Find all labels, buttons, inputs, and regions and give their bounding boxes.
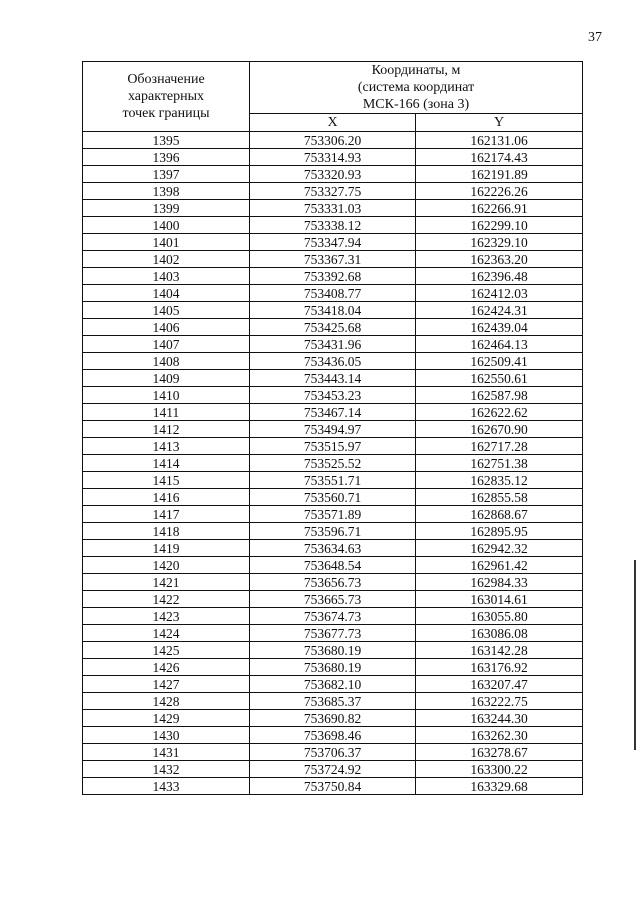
table-row: [83, 149, 583, 166]
table-row: [83, 591, 583, 608]
cell-y-coordinate: 162226.26: [416, 183, 583, 200]
cell-point-number: 1415: [83, 472, 250, 489]
cell-y-coordinate: 162191.89: [416, 166, 583, 183]
cell-y-coordinate: 162464.13: [416, 336, 583, 353]
cell-point-number: 1401: [83, 234, 250, 251]
table-row: [83, 166, 583, 183]
cell-x-coordinate: 753443.14: [250, 370, 416, 387]
cell-point-number: 1416: [83, 489, 250, 506]
header-coords-line: Координаты, м: [371, 63, 461, 78]
cell-x-coordinate: 753306.20: [250, 132, 416, 149]
cell-y-coordinate: 163207.47: [416, 676, 583, 693]
table-row: [83, 472, 583, 489]
cell-point-number: 1395: [83, 132, 250, 149]
cell-point-number: 1425: [83, 642, 250, 659]
cell-x-coordinate: 753515.97: [250, 438, 416, 455]
cell-x-coordinate: 753347.94: [250, 234, 416, 251]
cell-point-number: 1417: [83, 506, 250, 523]
table-row: [83, 557, 583, 574]
table-row: [83, 132, 583, 149]
cell-y-coordinate: 162509.41: [416, 353, 583, 370]
cell-x-coordinate: 753750.84: [250, 778, 416, 795]
cell-x-coordinate: 753408.77: [250, 285, 416, 302]
cell-point-number: 1431: [83, 744, 250, 761]
cell-point-number: 1398: [83, 183, 250, 200]
cell-point-number: 1405: [83, 302, 250, 319]
cell-point-number: 1411: [83, 404, 250, 421]
cell-y-coordinate: 162266.91: [416, 200, 583, 217]
cell-x-coordinate: 753680.19: [250, 659, 416, 676]
cell-x-coordinate: 753392.68: [250, 268, 416, 285]
cell-point-number: 1424: [83, 625, 250, 642]
cell-y-coordinate: 162174.43: [416, 149, 583, 166]
cell-point-number: 1408: [83, 353, 250, 370]
cell-y-coordinate: 163300.22: [416, 761, 583, 778]
table-row: [83, 761, 583, 778]
table-row: [83, 438, 583, 455]
page-number: 37: [588, 30, 602, 45]
header-coords-line: (система координат: [357, 80, 475, 95]
table-row: [83, 523, 583, 540]
table-row: [83, 404, 583, 421]
cell-point-number: 1397: [83, 166, 250, 183]
cell-y-coordinate: 162587.98: [416, 387, 583, 404]
cell-y-coordinate: 162299.10: [416, 217, 583, 234]
cell-y-coordinate: 162424.31: [416, 302, 583, 319]
cell-x-coordinate: 753551.71: [250, 472, 416, 489]
header-point-line: характерных: [127, 89, 205, 104]
table-row: [83, 370, 583, 387]
table-row: [83, 387, 583, 404]
cell-x-coordinate: 753338.12: [250, 217, 416, 234]
table-row: [83, 353, 583, 370]
table-row: [83, 489, 583, 506]
cell-point-number: 1409: [83, 370, 250, 387]
cell-point-number: 1427: [83, 676, 250, 693]
cell-y-coordinate: 162439.04: [416, 319, 583, 336]
table-row: [83, 251, 583, 268]
cell-y-coordinate: 163055.80: [416, 608, 583, 625]
cell-x-coordinate: 753327.75: [250, 183, 416, 200]
header-x: X: [250, 114, 416, 132]
cell-point-number: 1426: [83, 659, 250, 676]
cell-point-number: 1432: [83, 761, 250, 778]
cell-y-coordinate: 162868.67: [416, 506, 583, 523]
cell-y-coordinate: 163222.75: [416, 693, 583, 710]
table-row: [83, 506, 583, 523]
cell-y-coordinate: 163014.61: [416, 591, 583, 608]
cell-point-number: 1412: [83, 421, 250, 438]
cell-point-number: 1404: [83, 285, 250, 302]
cell-point-number: 1420: [83, 557, 250, 574]
cell-y-coordinate: 163176.92: [416, 659, 583, 676]
cell-point-number: 1399: [83, 200, 250, 217]
scan-edge-mark: [634, 560, 636, 750]
cell-y-coordinate: 162412.03: [416, 285, 583, 302]
table-row: [83, 268, 583, 285]
cell-point-number: 1429: [83, 710, 250, 727]
table-row: [83, 574, 583, 591]
cell-x-coordinate: 753314.93: [250, 149, 416, 166]
cell-x-coordinate: 753436.05: [250, 353, 416, 370]
header-y: Y: [416, 114, 583, 132]
header-point-designation: [83, 62, 250, 132]
cell-point-number: 1414: [83, 455, 250, 472]
table-row: [83, 608, 583, 625]
cell-x-coordinate: 753453.23: [250, 387, 416, 404]
cell-x-coordinate: 753698.46: [250, 727, 416, 744]
table-row: [83, 285, 583, 302]
cell-x-coordinate: 753560.71: [250, 489, 416, 506]
cell-point-number: 1402: [83, 251, 250, 268]
cell-x-coordinate: 753634.63: [250, 540, 416, 557]
cell-x-coordinate: 753320.93: [250, 166, 416, 183]
cell-point-number: 1406: [83, 319, 250, 336]
cell-point-number: 1410: [83, 387, 250, 404]
table-row: [83, 778, 583, 795]
cell-y-coordinate: 162396.48: [416, 268, 583, 285]
cell-point-number: 1430: [83, 727, 250, 744]
table-row: [83, 200, 583, 217]
header-coords-line: МСК-166 (зона 3): [362, 97, 470, 112]
cell-y-coordinate: 162717.28: [416, 438, 583, 455]
table-header: [83, 62, 583, 132]
cell-point-number: 1433: [83, 778, 250, 795]
cell-x-coordinate: 753425.68: [250, 319, 416, 336]
table-row: [83, 642, 583, 659]
header-coordinates: [250, 62, 583, 114]
cell-y-coordinate: 163244.30: [416, 710, 583, 727]
cell-x-coordinate: 753494.97: [250, 421, 416, 438]
header-point-line: Обозначение: [127, 72, 205, 87]
cell-x-coordinate: 753648.54: [250, 557, 416, 574]
cell-point-number: 1428: [83, 693, 250, 710]
table-row: [83, 727, 583, 744]
cell-y-coordinate: 162855.58: [416, 489, 583, 506]
cell-y-coordinate: 163262.30: [416, 727, 583, 744]
coordinates-table: [82, 61, 583, 795]
table-row: [83, 625, 583, 642]
cell-x-coordinate: 753431.96: [250, 336, 416, 353]
table-row: [83, 710, 583, 727]
cell-y-coordinate: 162895.95: [416, 523, 583, 540]
cell-x-coordinate: 753656.73: [250, 574, 416, 591]
cell-point-number: 1407: [83, 336, 250, 353]
cell-point-number: 1418: [83, 523, 250, 540]
cell-point-number: 1422: [83, 591, 250, 608]
cell-point-number: 1413: [83, 438, 250, 455]
cell-x-coordinate: 753685.37: [250, 693, 416, 710]
table-row: [83, 744, 583, 761]
cell-x-coordinate: 753677.73: [250, 625, 416, 642]
cell-y-coordinate: 162751.38: [416, 455, 583, 472]
cell-y-coordinate: 163086.08: [416, 625, 583, 642]
cell-y-coordinate: 162835.12: [416, 472, 583, 489]
cell-point-number: 1421: [83, 574, 250, 591]
cell-y-coordinate: 163278.67: [416, 744, 583, 761]
cell-x-coordinate: 753690.82: [250, 710, 416, 727]
cell-point-number: 1423: [83, 608, 250, 625]
cell-x-coordinate: 753367.31: [250, 251, 416, 268]
cell-x-coordinate: 753706.37: [250, 744, 416, 761]
table-row: [83, 234, 583, 251]
cell-x-coordinate: 753331.03: [250, 200, 416, 217]
table-row: [83, 659, 583, 676]
cell-x-coordinate: 753724.92: [250, 761, 416, 778]
table-row: [83, 302, 583, 319]
table-row: [83, 421, 583, 438]
table-row: [83, 319, 583, 336]
table-row: [83, 693, 583, 710]
table-row: [83, 336, 583, 353]
table-row: [83, 676, 583, 693]
cell-x-coordinate: 753571.89: [250, 506, 416, 523]
cell-y-coordinate: 162984.33: [416, 574, 583, 591]
cell-x-coordinate: 753680.19: [250, 642, 416, 659]
table-row: [83, 455, 583, 472]
cell-y-coordinate: 163142.28: [416, 642, 583, 659]
header-point-line: точек границы: [122, 106, 210, 121]
cell-x-coordinate: 753596.71: [250, 523, 416, 540]
table-row: [83, 540, 583, 557]
cell-x-coordinate: 753674.73: [250, 608, 416, 625]
cell-x-coordinate: 753467.14: [250, 404, 416, 421]
cell-point-number: 1419: [83, 540, 250, 557]
cell-point-number: 1396: [83, 149, 250, 166]
cell-point-number: 1403: [83, 268, 250, 285]
table-body: [83, 132, 583, 795]
cell-x-coordinate: 753525.52: [250, 455, 416, 472]
cell-y-coordinate: 162363.20: [416, 251, 583, 268]
cell-point-number: 1400: [83, 217, 250, 234]
cell-y-coordinate: 162942.32: [416, 540, 583, 557]
cell-x-coordinate: 753418.04: [250, 302, 416, 319]
cell-y-coordinate: 162131.06: [416, 132, 583, 149]
cell-x-coordinate: 753682.10: [250, 676, 416, 693]
table-row: [83, 183, 583, 200]
cell-y-coordinate: 162670.90: [416, 421, 583, 438]
cell-y-coordinate: 162961.42: [416, 557, 583, 574]
cell-y-coordinate: 162622.62: [416, 404, 583, 421]
cell-y-coordinate: 162550.61: [416, 370, 583, 387]
cell-y-coordinate: 163329.68: [416, 778, 583, 795]
table-row: [83, 217, 583, 234]
cell-x-coordinate: 753665.73: [250, 591, 416, 608]
cell-y-coordinate: 162329.10: [416, 234, 583, 251]
